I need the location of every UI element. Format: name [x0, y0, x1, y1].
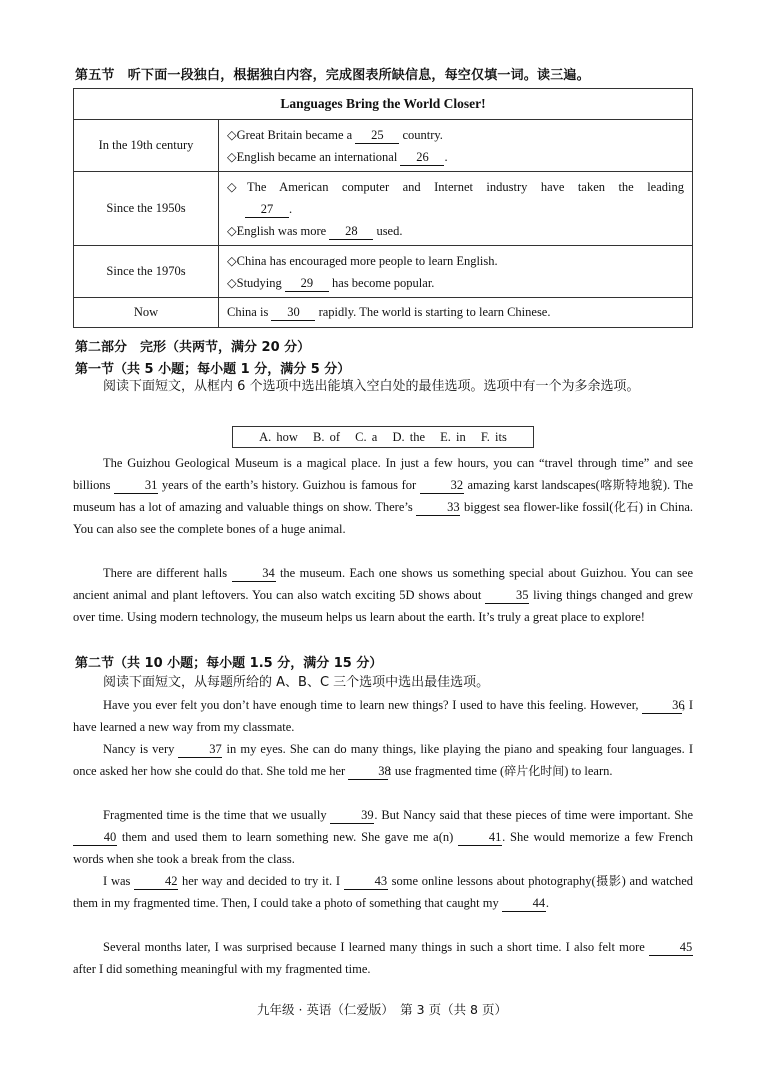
answer-blank[interactable]: 27 — [245, 201, 289, 218]
options-box — [232, 426, 534, 448]
answer-blank[interactable]: 39 — [330, 807, 374, 824]
passage2-paragraph1: Have you ever felt you don’t have enough time to learn new things? I used to have this feeling. However, 36, I have learned a new way from my classmate. — [73, 698, 694, 734]
answer-blank[interactable]: 35 — [485, 587, 529, 604]
answer-blank[interactable]: 44 — [502, 895, 546, 912]
row-content: China is 30 rapidly. The world is starting to learn Chinese. — [219, 298, 693, 328]
option-b: B. of — [313, 430, 341, 444]
answer-blank[interactable]: 34 — [232, 565, 276, 582]
table-row — [74, 172, 693, 246]
row-label: Now — [74, 298, 219, 328]
answer-blank[interactable]: 26 — [400, 149, 444, 166]
option-a: A. how — [259, 430, 298, 444]
passage2-paragraph3: Fragmented time is the time that we usually 39. But Nancy said that these pieces of time were important. She 40 them and used them to learn something new. She gave me a(n) 41. She would memorize a few French words when she took a break from the class. — [73, 808, 693, 866]
passage1-paragraph1: The Guizhou Geological Museum is a magical place. In just a few hours, you can “travel through time” and see billions 31 years of the earth’s history. Guizhou is famous for 32 amazing karst landscapes(喀斯特地貌). The museum has a lot of amazing and valuable things on show. There’s 33 biggest sea flower-like fossil(化石) in China. You can also see the complete bones of a huge animal. — [73, 456, 694, 536]
part2-heading: 第二部分 完形（共两节，满分 20 分） — [75, 340, 311, 355]
section2-heading: 第二节（共 10 小题；每小题 1.5 分，满分 15 分） — [75, 656, 383, 671]
option-f: F. its — [480, 430, 507, 444]
passage2-paragraph4: I was 42 her way and decided to try it. I 43 some online lessons about photography(摄影) and watched them in my fragmented time. Then, I could take a photo of something that caught my 44. — [73, 874, 694, 910]
option-e: E. in — [440, 430, 466, 444]
row-content: ◇Great Britain became a 25 country. ◇English became an international 26 . — [219, 120, 693, 172]
table-row — [74, 298, 693, 328]
answer-blank[interactable]: 38 — [348, 763, 388, 780]
row-label: In the 19th century — [74, 120, 219, 172]
option-d: D. the — [392, 430, 425, 444]
section5-heading: 第五节 听下面一段独白，根据独白内容，完成图表所缺信息，每空仅填一词。读三遍。 — [75, 68, 590, 83]
page-footer: 九年级 · 英语（仁爱版） 第 3 页（共 8 页） — [257, 1002, 507, 1017]
passage2-paragraph2: Nancy is very 37 in my eyes. She can do many things, like playing the piano and speaking four languages. I once asked her how she could do that. She told me her 38: use fragmented time (碎片化时间) to learn. — [73, 742, 693, 778]
answer-blank[interactable]: 43 — [344, 873, 388, 890]
table-row — [74, 246, 693, 298]
answer-blank[interactable]: 37 — [178, 741, 222, 758]
answer-blank[interactable]: 33 — [416, 499, 460, 516]
answer-blank[interactable]: 40 — [73, 829, 117, 846]
passage2-paragraph5: Several months later, I was surprised because I learned many things in such a short time. I also felt more 45 after I did something meaningful with my fragmented time. — [73, 940, 693, 976]
section1-instructions: 阅读下面短文，从框内 6 个选项中选出能填入空白处的最佳选项。选项中有一个为多余选项。 — [103, 379, 640, 394]
row-label: Since the 1970s — [74, 246, 219, 298]
answer-blank[interactable]: 30 — [271, 304, 315, 321]
table-row — [74, 120, 693, 172]
section2-instructions: 阅读下面短文，从每题所给的 A、B、C 三个选项中选出最佳选项。 — [103, 675, 490, 690]
row-content: ◇China has encouraged more people to learn English. ◇Studying 29 has become popular. — [219, 246, 693, 298]
table-title: Languages Bring the World Closer! — [74, 89, 693, 120]
answer-blank[interactable]: 32 — [420, 477, 464, 494]
answer-blank[interactable]: 36 — [642, 697, 682, 714]
answer-blank[interactable]: 45 — [649, 939, 693, 956]
answer-blank[interactable]: 41 — [458, 829, 502, 846]
answer-blank[interactable]: 28 — [329, 223, 373, 240]
row-content: ◇The American computer and Internet industry have taken the leading 27 . ◇English was more 28 used. — [219, 172, 693, 246]
section1-heading: 第一节（共 5 小题；每小题 1 分，满分 5 分） — [75, 362, 351, 377]
info-table — [73, 88, 693, 328]
answer-blank[interactable]: 31 — [114, 477, 158, 494]
answer-blank[interactable]: 42 — [134, 873, 178, 890]
option-c: C. a — [355, 430, 378, 444]
answer-blank[interactable]: 25 — [355, 127, 399, 144]
passage1-paragraph2: There are different halls 34 the museum. Each one shows us something special about Guizhou. You can see ancient animal and plant leftovers. You can also watch exciting 5D shows about 35 living things changed and grew over time. Using modern technology, the museum helps us learn about the earth. It’s truly a great place to explore! — [73, 566, 694, 624]
answer-blank[interactable]: 29 — [285, 275, 329, 292]
row-label: Since the 1950s — [74, 172, 219, 246]
